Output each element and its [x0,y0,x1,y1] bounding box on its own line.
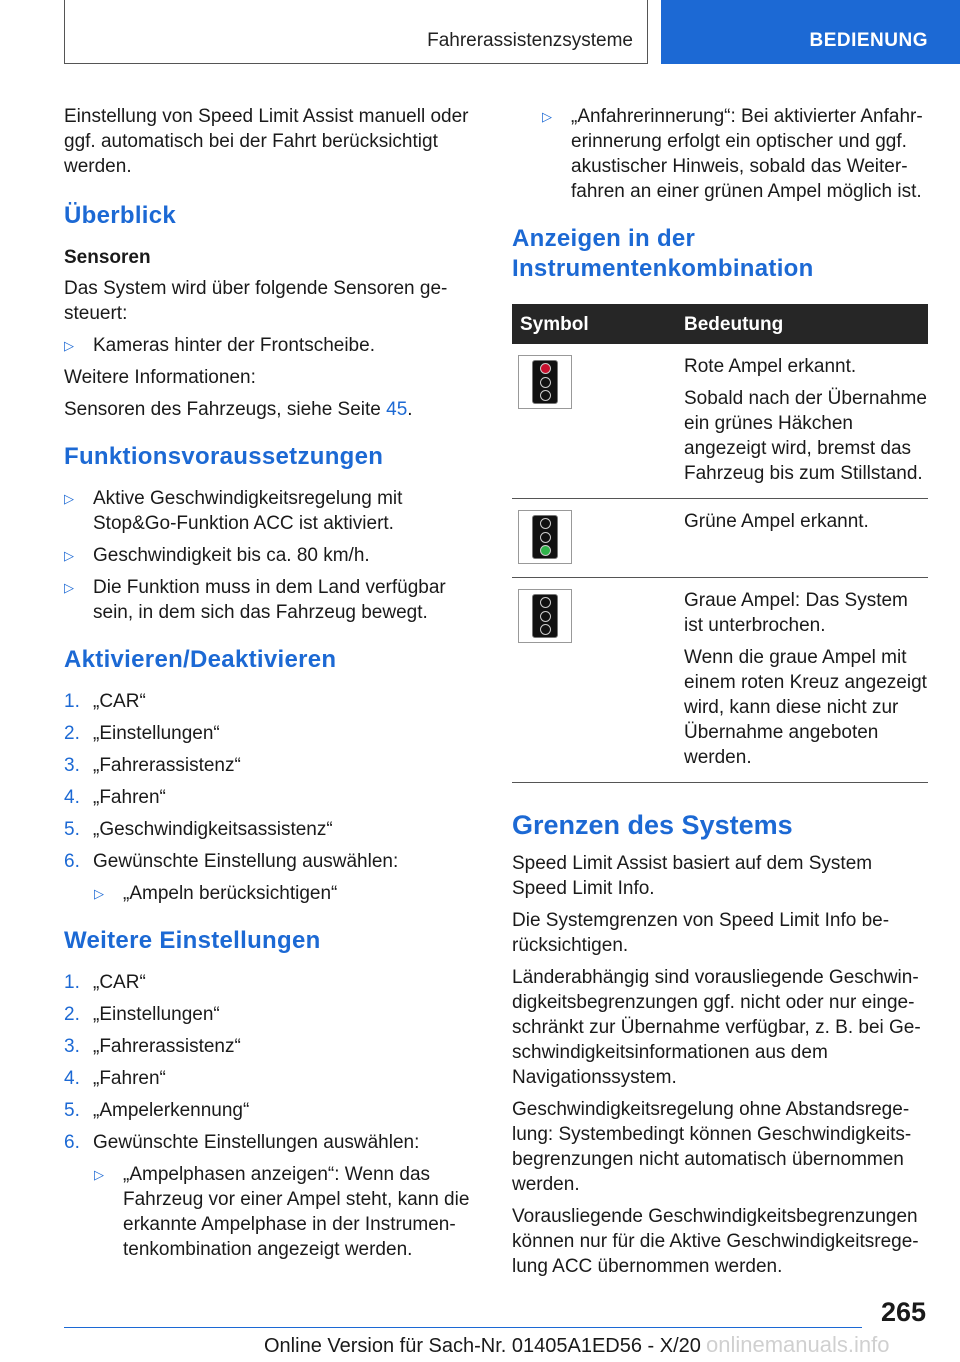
footer-text: Online Version für Sach-Nr. 01405A1ED56 - X/20 [264,1335,701,1357]
limits-paragraph: Speed Limit Assist basiert auf dem System Speed Limit Info. [512,853,873,899]
list-item: 4. „Fahren“ [64,787,166,808]
triangle-bullet-icon: ▷ [64,548,74,563]
prereq-heading: Funktionsvoraussetzungen [64,443,384,470]
header-chapter: BEDIENUNG [661,0,960,64]
traffic-light-grey-icon [518,589,572,643]
triangle-bullet-icon: ▷ [94,1167,104,1182]
list-item: 1. „CAR“ [64,972,146,993]
limits-paragraph: Geschwindigkeitsregelung ohne Abstandsregelung: Systembedingt können Geschwindigkeitsbegrenzungen nicht automatisch übernommen werden. [512,1099,912,1195]
list-item: ▷ Die Funktion muss in dem Land verfügbar sein, in dem sich das Fahrzeug bewegt. [64,577,446,623]
sensors-heading: Sensoren [64,247,151,268]
list-item: ▷ Kameras hinter der Frontscheibe. [64,335,375,356]
table-header-symbol: Symbol [512,304,680,344]
list-item: 3. „Fahrerassistenz“ [64,755,241,776]
left-column [64,104,478,1269]
table-row: Graue Ampel: Das System ist unterbrochen. Wenn die graue Ampel mit einem roten Kreuz angezeigt wird, kann diese nicht zur Übernahme angeboten werden. [512,578,928,783]
limits-paragraph: Länderabhängig sind vorausliegende Geschwindigkeitsbegrenzungen ggf. nicht oder nur eingeschränkt zur Übernahme verfügbar, z. B. bei Geschwindigkeitsinformationen aus dem Navigationssystem. [512,967,921,1088]
watermark: onlinemanuals.info [706,1332,890,1357]
table-row: Grüne Ampel erkannt. [512,499,928,578]
triangle-bullet-icon: ▷ [542,109,552,124]
lamp [540,377,551,388]
table-header-meaning: Bedeutung [680,304,928,344]
limits-paragraph: Die Systemgrenzen von Speed Limit Info berücksichtigen. [512,910,890,956]
lamp [540,363,551,374]
list-item: 5. „Geschwindigkeitsassistenz“ [64,819,333,840]
traffic-light-green-icon [518,510,572,564]
triangle-bullet-icon: ▷ [64,338,74,353]
list-item: ▷ „Anfahrerinnerung“: Bei aktivierter Anfahrerinnerung erfolgt ein optischer und ggf. akustischer Hinweis, sobald das Weiterfahren an einer grünen Ampel möglich ist. [542,106,923,202]
page-link[interactable]: 45 [386,399,408,420]
display-heading: Anzeigen in der Instrumentenkombination [512,225,814,282]
sensors-paragraph: Das System wird über folgende Sensoren gesteuert: [64,278,448,324]
list-item: 6. Gewünschte Einstellungen auswählen: [64,1132,420,1153]
lamp [540,518,551,529]
limits-heading: Grenzen des Systems [512,810,793,840]
triangle-bullet-icon: ▷ [94,886,104,901]
page-number: 265 [880,1297,926,1327]
activate-heading: Aktivieren/Deaktivieren [64,646,337,673]
footer-divider [64,1327,862,1328]
lamp [540,597,551,608]
symbol-table [512,304,928,783]
list-item: 5. „Ampelerkennung“ [64,1100,250,1121]
lamp [540,624,551,635]
intro-paragraph: Einstellung von Speed Limit Assist manuell oder ggf. automatisch bei der Fahrt berücksichtigt werden. [64,106,469,177]
sensors-reference: Sensoren des Fahrzeugs, siehe Seite 45. [64,399,413,420]
limits-paragraph: Vorausliegende Geschwindigkeitsbegrenzungen können nur für die Aktive Geschwindigkeitsregelung ACC übernommen werden. [512,1206,919,1277]
traffic-light-red-icon [518,355,572,409]
overview-heading: Überblick [64,202,177,229]
lamp [540,390,551,401]
list-item: ▷ „Ampelphasen anzeigen“: Wenn das Fahrzeug vor einer Ampel steht, kann die erkannte Ampelphase in der Instrumentenkombination angezeigt werden. [94,1164,470,1260]
lamp [540,611,551,622]
right-column [512,104,928,1286]
list-item: 3. „Fahrerassistenz“ [64,1036,241,1057]
header-section: Fahrerassistenzsysteme [64,0,648,64]
table-row: Rote Ampel erkannt. Sobald nach der Übernahme ein grünes Häkchen angezeigt wird, bremst das Fahrzeug bis zum Stillstand. [512,344,928,499]
list-item: ▷ Geschwindigkeit bis ca. 80 km/h. [64,545,370,566]
list-item: 2. „Einstellungen“ [64,1004,220,1025]
settings-heading: Weitere Einstellungen [64,927,321,954]
list-item: 2. „Einstellungen“ [64,723,220,744]
list-item: ▷ „Ampeln berücksichtigen“ [94,883,338,904]
triangle-bullet-icon: ▷ [64,491,74,506]
more-info-text: Weitere Informationen: [64,367,256,388]
list-item: 4. „Fahren“ [64,1068,166,1089]
lamp [540,532,551,543]
lamp [540,545,551,556]
list-item: 1. „CAR“ [64,691,146,712]
triangle-bullet-icon: ▷ [64,580,74,595]
list-item: ▷ Aktive Geschwindigkeitsregelung mit Stop&Go-Funktion ACC ist aktiviert. [64,488,403,534]
list-item: 6. Gewünschte Einstellung auswählen: [64,851,399,872]
